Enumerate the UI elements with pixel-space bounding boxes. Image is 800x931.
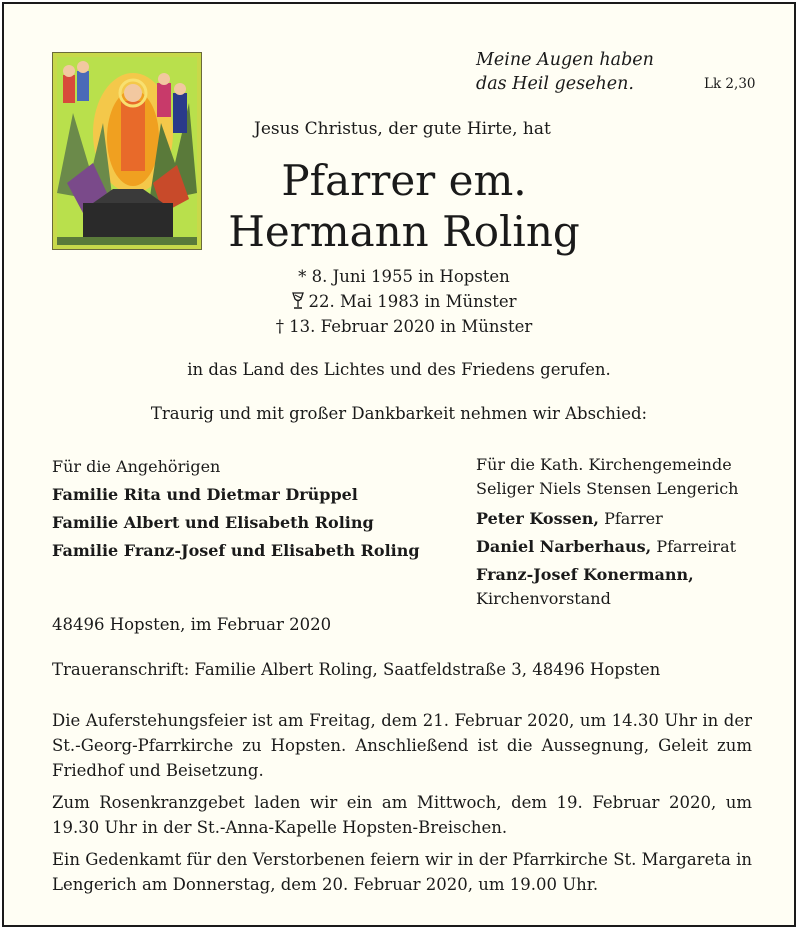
parish-person-name: Franz-Josef Konermann,: [476, 565, 694, 584]
parish-person: [476, 505, 738, 533]
parish-person: [476, 533, 738, 561]
verse-reference: Lk 2,30: [704, 76, 756, 92]
family-member: Familie Rita und Dietmar Drüppel: [52, 485, 358, 504]
service-paragraph: Die Auferstehungsfeier ist am Freitag, dem 21. Februar 2020, um 14.30 Uhr in der St.-Georg-Pfarrkirche zu Hopsten. Anschließend ist die Aussegnung, Geleit zum Friedhof und Beisetzung.: [52, 711, 752, 780]
family-member: Familie Franz-Josef und Elisabeth Roling: [52, 541, 420, 560]
life-dates: [244, 264, 564, 339]
parish-person-role: Kirchenvorstand: [476, 589, 611, 608]
birth-date: * 8. Juni 1955 in Hopsten: [298, 267, 510, 286]
family-column: [52, 453, 420, 565]
parish-person-name: Daniel Narberhaus,: [476, 537, 652, 556]
parish-person: [476, 561, 738, 589]
parish-person-role: Pfarreirat: [656, 537, 737, 556]
resurrection-icon-image: [52, 52, 202, 250]
obituary-card: [2, 2, 796, 927]
ordination-date: 22. Mai 1983 in Münster: [308, 292, 517, 311]
parish-heading-1: Für die Kath. Kirchengemeinde: [476, 455, 732, 474]
parish-person-role: Pfarrer: [604, 509, 663, 528]
family-member: Familie Albert und Elisabeth Roling: [52, 513, 374, 532]
farewell-line: Traurig und mit großer Dankbarkeit nehmen wir Abschied:: [150, 404, 648, 423]
mass-paragraph: Ein Gedenkamt für den Verstorbenen feiern wir in der Pfarrkirche St. Margareta in Lengerich am Donnerstag, dem 20. Februar 2020, um 19.00 Uhr.: [52, 850, 752, 894]
rosary-paragraph: Zum Rosenkranzgebet laden wir ein am Mittwoch, dem 19. Februar 2020, um 19.30 Uhr in der St.-Anna-Kapelle Hopsten-Breischen.: [52, 793, 752, 837]
parish-person-name: Peter Kossen,: [476, 509, 599, 528]
chalice-icon: [291, 292, 305, 310]
intro-line: Jesus Christus, der gute Hirte, hat: [254, 119, 551, 139]
place-date: 48496 Hopsten, im Februar 2020: [52, 615, 332, 634]
calling-line: in das Land des Lichtes und des Friedens gerufen.: [187, 360, 611, 379]
verse-line-2: das Heil gesehen.: [476, 74, 634, 94]
death-date: † 13. Februar 2020 in Münster: [275, 317, 533, 336]
mourning-address: Traueranschrift: Familie Albert Roling, Saatfeldstraße 3, 48496 Hopsten: [52, 660, 661, 679]
ordination-date-row: [244, 289, 564, 314]
family-heading: Für die Angehörigen: [52, 457, 221, 476]
parish-heading-2: Seliger Niels Stensen Lengerich: [476, 479, 739, 498]
name-title-line-2: Hermann Roling: [228, 207, 580, 256]
bible-verse: [476, 48, 654, 96]
parish-column: [476, 453, 738, 609]
verse-line-1: Meine Augen haben: [476, 50, 654, 70]
name-title-line-1: Pfarrer em.: [281, 156, 527, 205]
